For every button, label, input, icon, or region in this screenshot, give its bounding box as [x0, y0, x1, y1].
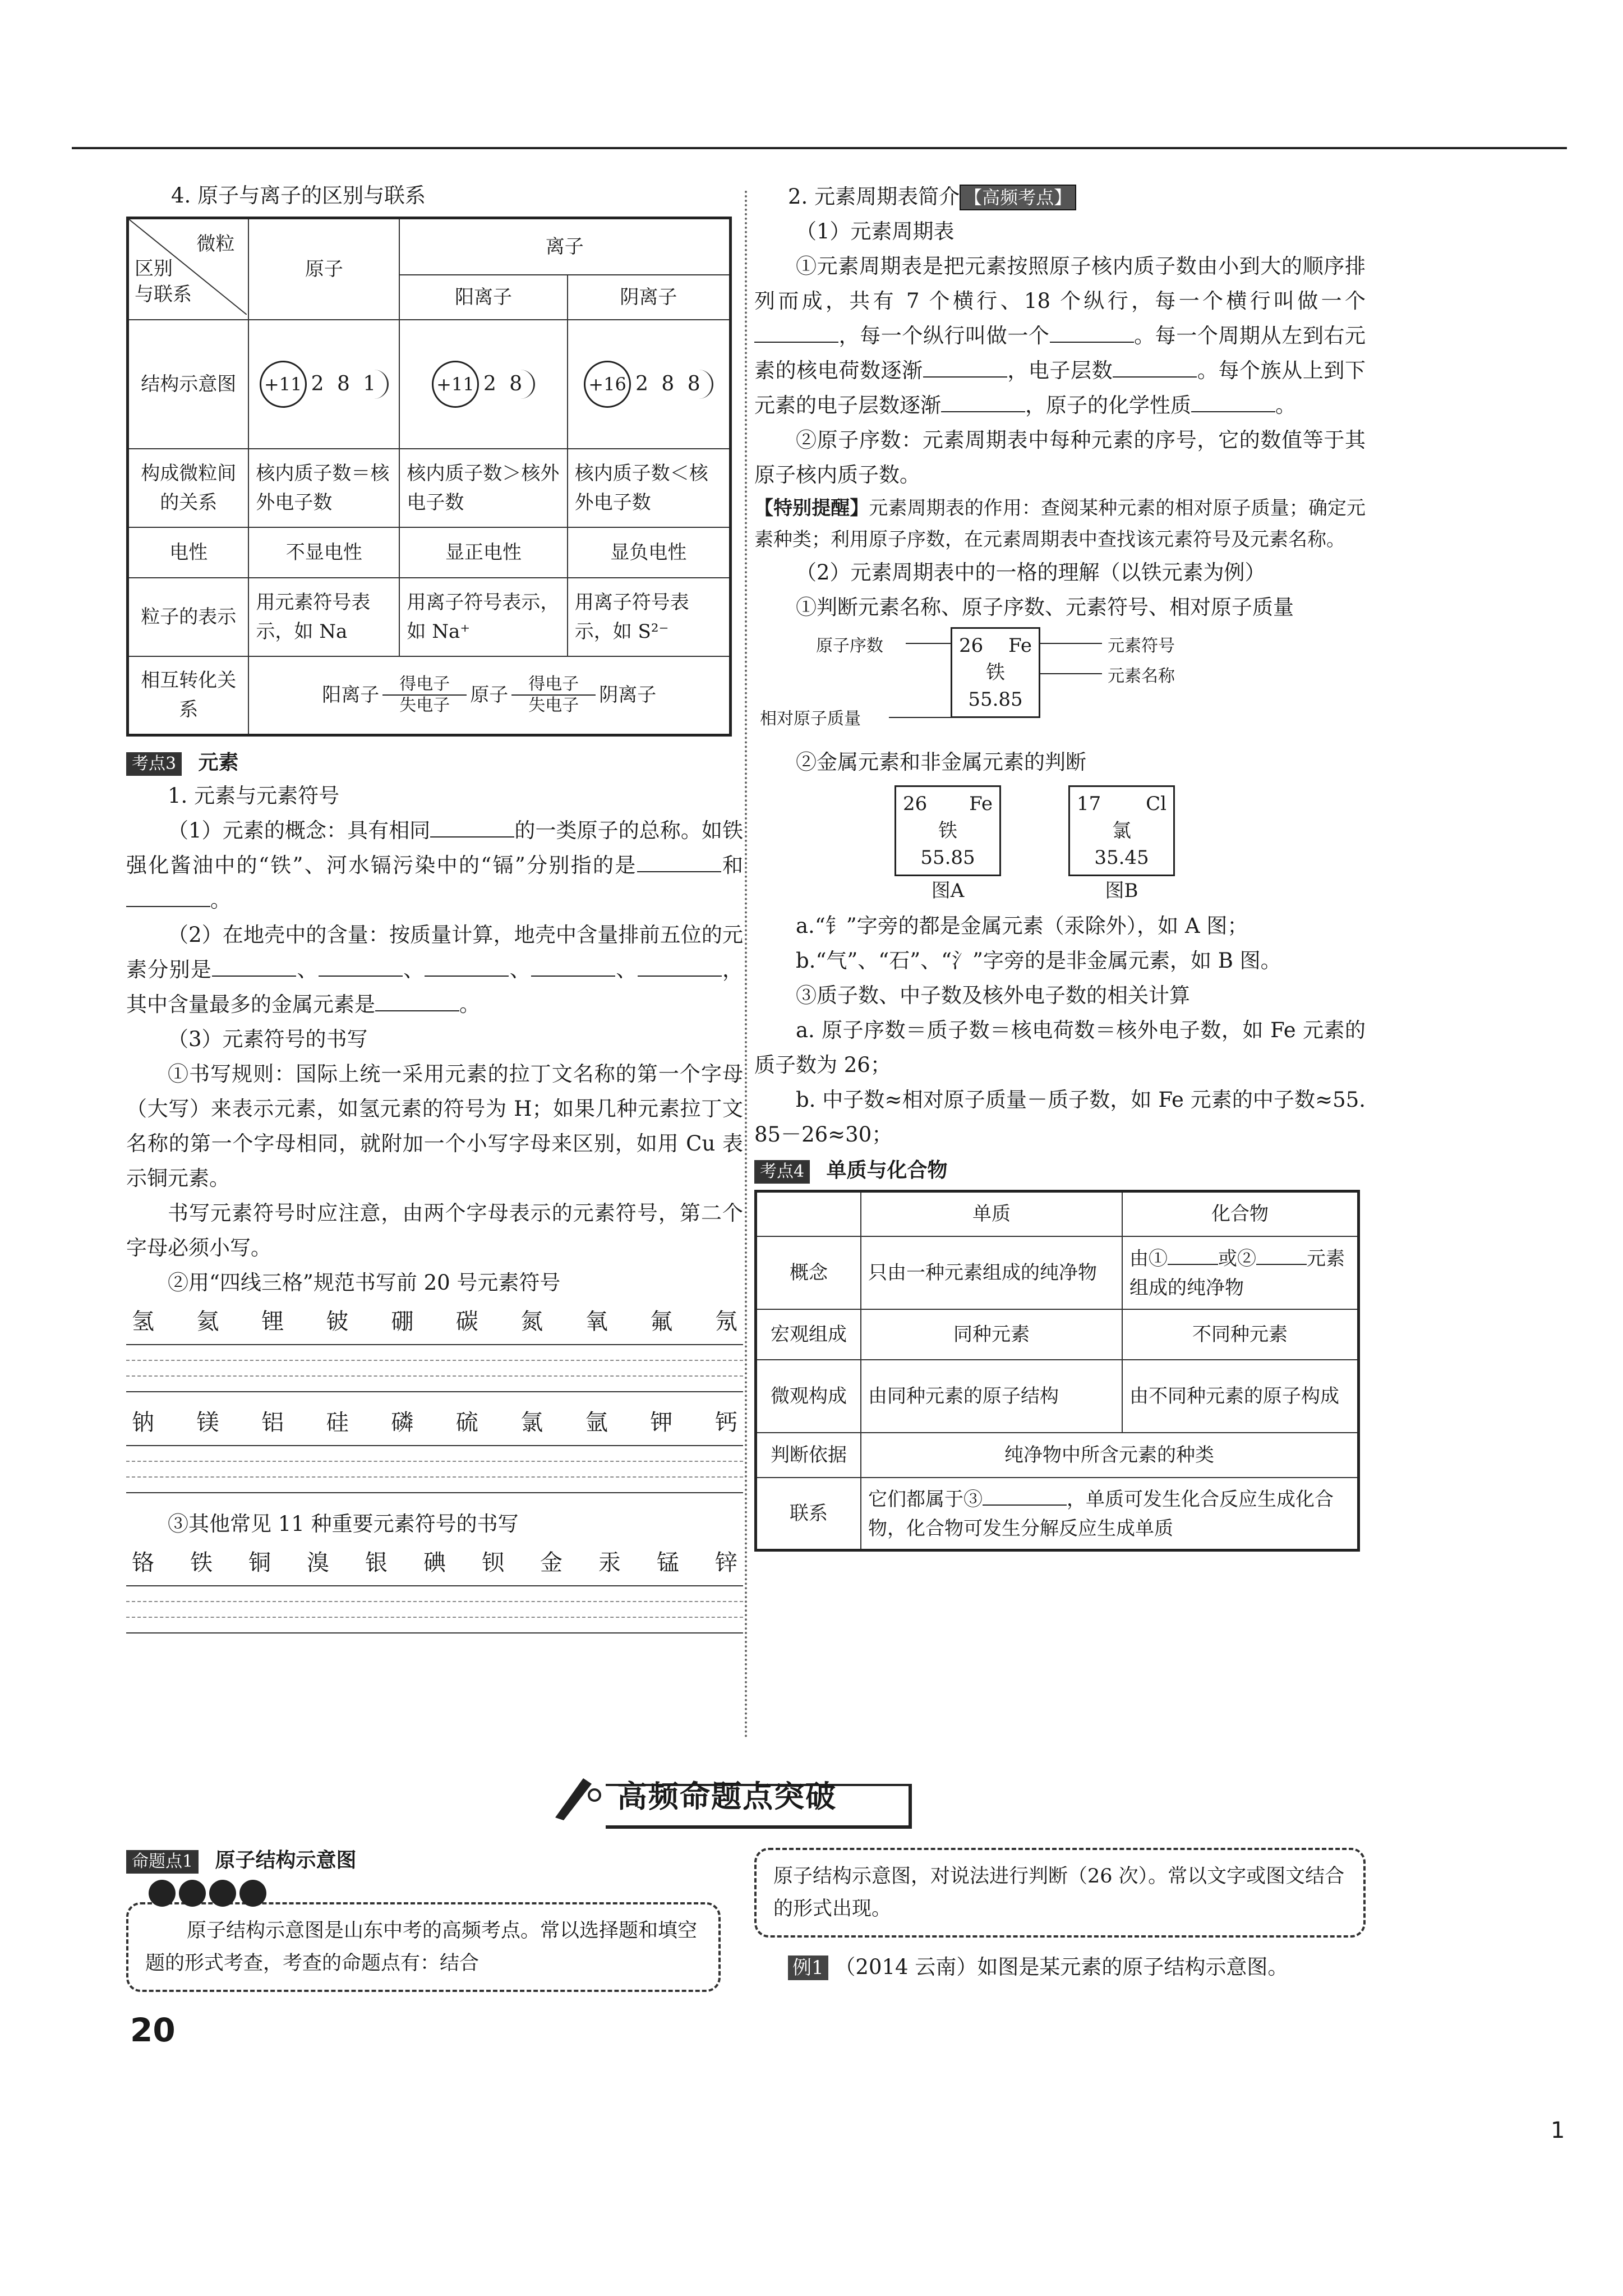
element-char: 氢	[132, 1308, 154, 1335]
fill-blank[interactable]	[754, 320, 838, 343]
label-relative-mass: 相对原子质量	[760, 709, 861, 729]
diag-left-label-2: 与联系	[135, 283, 192, 306]
col-simple-substance: 单质	[861, 1191, 1122, 1236]
pointer-line	[1040, 673, 1102, 674]
element-row-1	[126, 1305, 743, 1338]
pointer-line	[1040, 643, 1102, 644]
charge-atom: 不显电性	[248, 527, 399, 578]
row-relation-label: 联系	[756, 1478, 861, 1550]
conv-cation: 阳离子	[322, 684, 380, 707]
example-text: （2014 云南）如图是某元素的原子结构示意图。	[834, 1955, 1289, 1979]
cation-structure-diagram	[399, 320, 567, 449]
fill-blank[interactable]	[430, 815, 514, 838]
high-frequency-tag: 【高频考点】	[960, 185, 1076, 210]
element-char: 碘	[423, 1549, 446, 1576]
text: ，电子层数	[1007, 358, 1113, 383]
fill-blank[interactable]	[637, 850, 721, 872]
atom-ion-table	[126, 217, 732, 737]
subsection-title: 1. 元素与元素符号	[168, 783, 340, 808]
text: （2）在地壳中的含量：按质量计算，地壳中含量排前五位的元素分别是	[126, 922, 743, 982]
fill-blank[interactable]	[1168, 1243, 1218, 1265]
micro-compound: 由不同种元素的原子构成	[1122, 1360, 1359, 1433]
fill-blank[interactable]	[1256, 1243, 1307, 1265]
relative-atomic-mass: 55.85	[968, 688, 1023, 711]
kaodian-badge: 考点3	[126, 752, 182, 776]
figure-caption: 图B	[1105, 880, 1138, 902]
atomic-number: 17	[1077, 793, 1101, 815]
text: 元素组成的纯净物	[1129, 1248, 1345, 1299]
nucleus-circle: +11	[432, 361, 479, 408]
shell-arcs: 2 8	[483, 370, 535, 399]
atom-structure-diagram	[248, 320, 399, 449]
element-char: 汞	[598, 1549, 621, 1576]
mingtidian-heading	[126, 1846, 721, 1875]
element-row-2	[126, 1406, 743, 1439]
charge-anion: 显负电性	[568, 527, 731, 578]
element-char: 锂	[261, 1308, 284, 1335]
section-title: 4. 原子与离子的区别与联系	[171, 183, 426, 208]
bottom-right	[754, 1846, 1366, 1985]
row-repr-label: 粒子的表示	[128, 578, 249, 656]
fill-blank[interactable]	[319, 954, 403, 977]
calc-a: a. 原子序数＝质子数＝核电荷数＝核外电子数，如 Fe 元素的质子数为 26；	[754, 1018, 1366, 1077]
element-symbol: Fe	[969, 793, 993, 815]
pointer-line	[889, 717, 951, 718]
text: ，其中含量最多的金属元素是	[126, 957, 744, 1016]
special-tip	[754, 493, 1366, 555]
diag-top-label: 微粒	[196, 233, 235, 255]
element-compound-table	[754, 1190, 1360, 1552]
element-char: 铍	[326, 1308, 349, 1335]
paragraph-symbol-writing: （3）元素符号的书写	[168, 1027, 368, 1051]
element-char: 钾	[650, 1409, 673, 1435]
element-char: 钙	[714, 1409, 737, 1435]
fill-blank[interactable]	[1050, 320, 1134, 343]
relation-atom: 核内质子数＝核外电子数	[248, 449, 399, 527]
element-name: 铁	[986, 661, 1005, 684]
intro-text: 原子结构示意图，对说法进行判断（26 次）。常以文字或图文结合的形式出现。	[773, 1865, 1345, 1920]
pointer-line	[906, 643, 951, 644]
text: ，每一个纵行叫做一个	[838, 324, 1050, 348]
text: 元素周期表的作用：查阅某种元素的相对原子质量；确定元素种类；利用原子序数，在元素周期表中查找该元素符号及元素名称。	[754, 497, 1366, 551]
label-element-name: 元素名称	[1108, 666, 1175, 686]
subsection-title: （2）元素周期表中的一格的理解（以铁元素为例）	[796, 560, 1266, 585]
element-char: 氮	[520, 1308, 543, 1335]
figure-b	[1068, 785, 1175, 905]
paragraph-crust-content: （2）在地壳中的含量：按质量计算，地壳中含量排前五位的元素分别是 、 、 、 、 ，其中含量最多的金属元素是 。	[126, 922, 744, 1016]
paragraph-atomic-number: ②原子序数：元素周期表中每种元素的序号，它的数值等于其原子核内质子数。	[754, 428, 1366, 487]
element-char: 氟	[650, 1308, 673, 1335]
element-char: 铁	[190, 1549, 213, 1576]
row-charge-label: 电性	[128, 527, 249, 578]
col-atom-header: 原子	[248, 218, 399, 320]
row-convert-label: 相互转化关系	[128, 656, 249, 735]
section-title	[754, 180, 1366, 214]
header-rule	[72, 147, 1567, 149]
text: ①元素周期表是把元素按照原子核内质子数由小到大的顺序排列而成，共有 7 个横行、18 个纵行，每一个横行叫做一个	[754, 254, 1366, 313]
row-struct-label: 结构示意图	[128, 320, 249, 449]
element-char: 氦	[196, 1308, 219, 1335]
fill-blank[interactable]	[638, 954, 722, 977]
atomic-number: 26	[903, 793, 928, 815]
section-banner	[550, 1767, 920, 1823]
page-number: 20	[130, 2011, 176, 2049]
relative-atomic-mass: 55.85	[920, 846, 975, 869]
element-char: 氩	[585, 1409, 608, 1435]
right-column	[754, 180, 1366, 1552]
left-column	[126, 180, 743, 1647]
relation-anion: 核内质子数＜核外电子数	[568, 449, 731, 527]
figure-a	[895, 785, 1001, 905]
element-char: 硅	[326, 1409, 349, 1435]
repr-atom: 用元素符号表示，如 Na	[248, 578, 399, 656]
four-line-grid[interactable]	[126, 1342, 743, 1392]
relation-cation: 核内质子数＞核外电子数	[399, 449, 567, 527]
text: 或②	[1218, 1248, 1256, 1270]
text: ，单质可发生化合反应生成化合物，化合物可发生分解反应生成单质	[868, 1488, 1334, 1540]
element-name: 氯	[1112, 820, 1131, 842]
element-char: 铬	[132, 1549, 154, 1576]
conversion-arrows	[382, 674, 467, 716]
element-row-3	[126, 1546, 743, 1580]
element-char: 硫	[455, 1409, 478, 1435]
element-char: 氧	[585, 1308, 608, 1335]
atomic-number: 26	[959, 634, 984, 657]
paragraph-other-elements: ③其他常见 11 种重要元素符号的书写	[168, 1511, 519, 1536]
shell-arcs: 2 8 8	[635, 370, 713, 399]
criterion: 纯净物中所含元素的种类	[861, 1433, 1359, 1478]
subsection-title: （1）元素周期表	[796, 219, 955, 243]
conversion-relation	[248, 656, 730, 735]
col-cation-header: 阳离子	[399, 275, 567, 320]
row-concept-label: 概念	[756, 1236, 861, 1309]
conv-anion: 阴离子	[599, 684, 657, 707]
nucleus-circle: +16	[584, 361, 631, 408]
text: ，原子的化学性质	[1025, 393, 1191, 417]
fill-blank[interactable]	[531, 954, 615, 977]
paragraph-metal-judge: ②金属元素和非金属元素的判断	[796, 750, 1086, 774]
element-char: 镁	[196, 1409, 219, 1435]
paragraph-note: 书写元素符号时应注意，由两个字母表示的元素符号，第二个字母必须小写。	[126, 1200, 743, 1260]
element-char: 溴	[307, 1549, 329, 1576]
text: 的一类原子的总称。如铁强化酱油中的“铁”、河水镉污染中的“镉”分别指的是	[126, 818, 743, 877]
element-char: 氖	[714, 1308, 737, 1335]
calc-b: b. 中子数≈相对原子质量－质子数，如 Fe 元素的中子数≈55. 85－26≈30；	[754, 1088, 1366, 1147]
figure-caption: 图A	[931, 880, 965, 902]
element-char: 铝	[261, 1409, 284, 1435]
text: （1）元素的概念：具有相同	[168, 818, 431, 843]
element-name: 铁	[938, 820, 957, 842]
shell-arcs: 2 8 1	[311, 370, 389, 399]
text: 2. 元素周期表简介	[788, 185, 960, 209]
repr-cation: 用离子符号表示，如 Na⁺	[399, 578, 567, 656]
corner-number: 1	[1551, 2118, 1565, 2143]
kaodian-badge: 考点4	[754, 1160, 810, 1184]
pen-icon	[550, 1767, 611, 1823]
paragraph-rules: ①书写规则：国际上统一采用元素的拉丁文名称的第一个字母（大写）来表示元素，如氢元素的符号为 H；如果几种元素拉丁文名称的第一个字母相同，就附加一个小写字母来区别，如用 Cu 表示铜元素。	[126, 1061, 743, 1190]
row-relation-label: 构成微粒间的关系	[128, 449, 249, 527]
kaodian-title: 单质与化合物	[826, 1158, 948, 1182]
micro-simple: 由同种元素的原子结构	[861, 1360, 1122, 1433]
element-char: 硼	[391, 1308, 414, 1335]
paragraph-element-concept: （1）元素的概念：具有相同 的一类原子的总称。如铁强化酱油中的“铁”、河水镉污染中的“镉”分别指的是 和。	[126, 813, 743, 918]
intro-text: 原子结构示意图是山东中考的高频考点。常以选择题和填空题的形式考查，考查的命题点有：结合	[145, 1920, 698, 1975]
text: 。每一个周期从左到右元素的核电荷数逐渐	[754, 324, 1366, 383]
diag-left-label-1: 区别	[135, 257, 173, 280]
tip-label: 【特别提醒】	[754, 497, 869, 519]
charge-cation: 显正电性	[399, 527, 567, 578]
fill-blank[interactable]	[375, 989, 459, 1011]
lose-electron-label: 失电子	[399, 696, 450, 716]
rule-metal: a.“钅”字旁的都是金属元素（汞除外），如 A 图；	[796, 914, 1248, 938]
mingtidian-badge: 命题点1	[126, 1850, 199, 1874]
intro-box-right	[754, 1848, 1366, 1938]
element-symbol: Fe	[1008, 634, 1032, 657]
fill-blank[interactable]	[212, 954, 296, 977]
element-cells-figures	[895, 785, 1366, 905]
label-element-symbol: 元素符号	[1108, 636, 1175, 656]
column-divider	[745, 191, 747, 1739]
row-criterion-label: 判断依据	[756, 1433, 861, 1478]
concept-compound	[1122, 1236, 1359, 1309]
col-compound: 化合物	[1122, 1191, 1359, 1236]
fill-blank[interactable]	[1113, 355, 1197, 378]
fill-blank[interactable]	[1191, 390, 1275, 412]
relation	[861, 1478, 1359, 1550]
mingtidian-title: 原子结构示意图	[215, 1848, 357, 1872]
nucleus-circle: +11	[260, 361, 307, 408]
empty-header	[756, 1191, 861, 1236]
text: 和	[721, 853, 743, 877]
gain-electron-label: 得电子	[528, 674, 579, 694]
paragraph-cell-judge: ①判断元素名称、原子序数、元素符号、相对原子质量	[796, 595, 1294, 619]
lose-electron-label: 失电子	[528, 696, 579, 716]
example-1	[754, 1950, 1366, 1985]
fill-blank[interactable]	[983, 1483, 1067, 1506]
row-micro-label: 微观构成	[756, 1360, 861, 1433]
intro-box-left	[126, 1902, 721, 1992]
anion-structure-diagram	[568, 320, 731, 449]
element-char: 金	[540, 1549, 562, 1576]
element-char: 铜	[248, 1549, 271, 1576]
fill-blank[interactable]	[126, 885, 210, 907]
macro-compound: 不同种元素	[1122, 1309, 1359, 1360]
four-line-grid[interactable]	[126, 1583, 743, 1634]
col-ion-header: 离子	[399, 218, 730, 275]
row-macro-label: 宏观组成	[756, 1309, 861, 1360]
conversion-arrows	[511, 674, 596, 716]
paragraph-four-lines: ②用“四线三格”规范书写前 20 号元素符号	[168, 1270, 561, 1295]
element-char: 钠	[132, 1409, 154, 1435]
text: 。每个族从上到下元素的电子层数逐渐	[754, 358, 1366, 417]
relative-atomic-mass: 35.45	[1094, 846, 1149, 869]
macro-simple: 同种元素	[861, 1309, 1122, 1360]
element-char: 氯	[520, 1409, 543, 1435]
element-char: 银	[365, 1549, 388, 1576]
text: 由①	[1129, 1248, 1168, 1270]
repr-anion: 用离子符号表示，如 S²⁻	[568, 578, 731, 656]
col-anion-header: 阴离子	[568, 275, 731, 320]
kaodian-3-heading	[126, 747, 743, 779]
diagonal-header-cell	[128, 218, 249, 320]
kaodian-title: 元素	[198, 750, 239, 774]
banner-title: 高频命题点突破	[617, 1779, 837, 1814]
fill-blank[interactable]	[923, 355, 1007, 378]
element-symbol: Cl	[1146, 793, 1166, 815]
iron-cell	[951, 627, 1040, 718]
paragraph-periodic-table: ①元素周期表是把元素按照原子核内质子数由小到大的顺序排列而成，共有 7 个横行、18 个纵行，每一个横行叫做一个，每一个纵行叫做一个 。每一个周期从左到右元素的核电荷数逐渐 ，电子层数 。每个族从上到下元素的电子层数逐渐 ，原子的化学性质 。	[754, 254, 1366, 417]
conv-atom: 原子	[470, 684, 509, 707]
element-char: 锌	[715, 1549, 737, 1576]
text: 它们都属于③	[868, 1488, 983, 1511]
example-badge: 例1	[788, 1955, 828, 1980]
fill-blank[interactable]	[425, 954, 509, 977]
rule-nonmetal: b.“气”、“石”、“氵”字旁的是非金属元素，如 B 图。	[796, 949, 1281, 973]
label-atomic-number: 原子序数	[816, 636, 883, 656]
gain-electron-label: 得电子	[399, 674, 450, 694]
bottom-left	[126, 1846, 721, 1992]
kaodian-4-heading	[754, 1154, 1366, 1186]
element-char: 磷	[391, 1409, 414, 1435]
fill-blank[interactable]	[941, 390, 1025, 412]
four-line-grid[interactable]	[126, 1443, 743, 1493]
element-char: 碳	[455, 1308, 478, 1335]
element-char: 锰	[657, 1549, 679, 1576]
concept-simple: 只由一种元素组成的纯净物	[861, 1236, 1122, 1309]
paragraph-calc: ③质子数、中子数及核外电子数的相关计算	[796, 983, 1190, 1007]
element-char: 钡	[482, 1549, 504, 1576]
iron-cell-diagram	[754, 627, 1366, 739]
